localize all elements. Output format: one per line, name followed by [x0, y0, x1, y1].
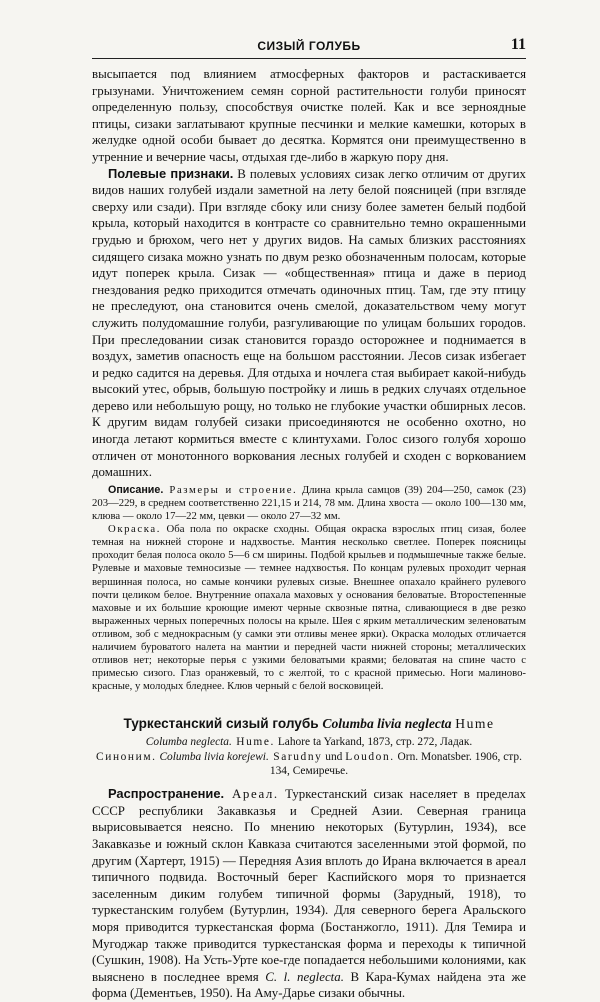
- running-title: СИЗЫЙ ГОЛУБЬ: [257, 39, 361, 53]
- synonym-name: Columba livia korejewi.: [156, 750, 269, 763]
- synonym-and: und: [322, 750, 346, 763]
- description-heading: Описание.: [108, 483, 164, 496]
- reference-source: Lahore ta Yarkand, 1873, стр. 272, Ладак.: [275, 736, 473, 749]
- paragraph-distribution: [92, 786, 526, 1002]
- field-marks-heading: Полевые признаки.: [108, 165, 234, 181]
- description-subheading: Размеры и строение.: [163, 483, 298, 496]
- coloration-subheading: Окраска.: [108, 523, 161, 536]
- species-heading: [92, 715, 526, 732]
- synonym-author-2: Loudon.: [345, 750, 395, 763]
- species-reference: [92, 735, 526, 749]
- page-body: [92, 66, 526, 1002]
- species-name-latin: Columba livia neglecta: [322, 716, 452, 732]
- synonym-label: Синоним.: [96, 750, 157, 763]
- paragraph-description: [92, 484, 526, 523]
- distribution-text-1: Туркестанский сизак населяет в пределах СССР республики Закавказья и Средней Азии. Северная граница вырисовывается неясно. По мнению некоторых (Бутурлин, 1934), все Закавказье и южный склон Кавказа считаются заселенными этой формой, по другим (Хартерт, 1915) — Передняя Азия вплоть до Ирана включается в ареал типичного подвида. Восточный берег Каспийского моря то признается заселенным диким голубем типичной формы (Зарудный, 1918), то туркестанским голубем (Бутурлин, 1934). Для северного берега Аральского моря приводится туркестанская форма (Бостанжогло, 1911). Для Темира и Мугоджар также приводится туркестанская форма и переходы к типичной (Сушкин, 1908). На Усть-Урте кое-где попадается небольшими колониями, как выяснено в последнее время: [92, 787, 526, 984]
- page-header: [92, 36, 526, 59]
- species-author: Hume: [455, 716, 495, 732]
- page-number: 11: [510, 36, 526, 53]
- coloration-text: Оба пола по окраске сходны. Общая окраска взрослых птиц сизая, более темная на нижней стороне и надхвостье. Мантия несколько светлее. Поперек поясницы проходит белая полоса около 5—6 см ширины. Подбой крыльев и подмышечные также белые. Рулевые и маховые темносизые — темнее надхвостья. По концам рулевых проходит черная вершинная полоса, но самые кончики рулевых сизые. Внешнее опахало крайнего рулевого почти целиком белое. Внутренние опахала маховых у основания беловатые. Второстепенные маховые и их большие кроющие имеют черные сквозные пятна, сливающиеся в две резко выраженных черных поперечных полосы на крыле. Шея с ярким металлическим зеленоватым отливом, зоб с меднокрасным (у самки эти отливы менее ярки). Окраска молодых отличается наличием буроватого налета на мантии и передней части нижней стороны; металлических отливов нет; некоторые перья с узкими беловатыми краями; беловатая на спине часто с примесью сизого. Глаз оранжевый, то с желтой, то с красной примесью. Ноги малиново-красные, у молодых бледнее. Клюв черный с белой восковицей.: [92, 523, 526, 693]
- reference-author: Hume.: [231, 736, 275, 749]
- synonym-source: Orn. Monatsber. 1906, стр. 134, Семиречье.: [269, 750, 522, 777]
- distribution-taxon: C. l. neglecta.: [265, 969, 344, 984]
- reference-name: Columba neglecta.: [145, 736, 232, 749]
- description-text: Длина крыла самцов (39) 204—250, самок (23) 203—229, в среднем соответственно 221,15 и 214, 78 мм. Длина хвоста — около 100—130 мм, клюва — около 17—22 мм, цевки — около 27—32 мм.: [92, 483, 526, 523]
- paragraph-field-marks: [92, 166, 526, 481]
- paragraph-coloration: [92, 523, 526, 693]
- distribution-text-2: В Кара-Кумах найдена эта же форма (Дементьев, 1950). На Аму-Дарье сизаки обычны.: [92, 969, 526, 1001]
- distribution-heading: Распространение.: [108, 786, 225, 802]
- species-synonym: [92, 750, 526, 779]
- species-name-ru: Туркестанский сизый голубь: [123, 716, 319, 732]
- distribution-subheading: Ареал.: [224, 787, 279, 802]
- paragraph-feeding: высыпается под влиянием атмосферных факторов и растаскивается грызунами. Уничтожением семян сорной растительности голуби приносят определенную пользу, способствуя очистке полей. Как и все зерноядные птицы, сизаки заглатывают крупные песчинки и мелкие камешки, которых в желудке одной особи бывает до десятка. Кормятся они преимущественно в утренние и вечерние часы, отдыхая где-либо в жаркую пору дня.: [92, 67, 526, 164]
- synonym-author: Sarudny: [268, 750, 323, 763]
- field-marks-text: В полевых условиях сизак легко отличим от других видов наших голубей издали заметной на лету белой поясницей (при взгляде сверху или сзади). При взгляде сбоку или снизу более заметен белый подбой крыла, который находится в контрасте со сравнительно темно окрашенными грудью и брюхом, чего нет у других видов. На самых близких расстояниях сидящего сизака можно узнать по двум резко обозначенным полосам, которые идут поперек крыла. Сизак — «общественная» птица и даже в период гнездования редко приходится отмечать одиночных птиц. Там, где эту птицу не преследуют, она становится очень смелой, доказательством чему могут служить полудомашние голуби, разгуливающие по улицам больших городов. При преследовании сизак становится гораздо осторожнее и поднимается в воздух, заметив опасность еще на большом расстоянии. Лесов сизак избегает и редко садится на деревья. Для отдыха и ночлега стая выбирает какой-нибудь высокий утес, обрыв, большую постройку и лишь в редких случаях отдельное дерево или небольшую рощу, но только не глубокие участки обширных лесов. К другим видам голубей сизаки присоединяются не особенно охотно, но иногда летают кормиться вместе с клинтухами. Голос сизого голубя хорошо отличен от монотонного воркования лесных голубей и сходен с воркованием домашних.: [92, 166, 526, 480]
